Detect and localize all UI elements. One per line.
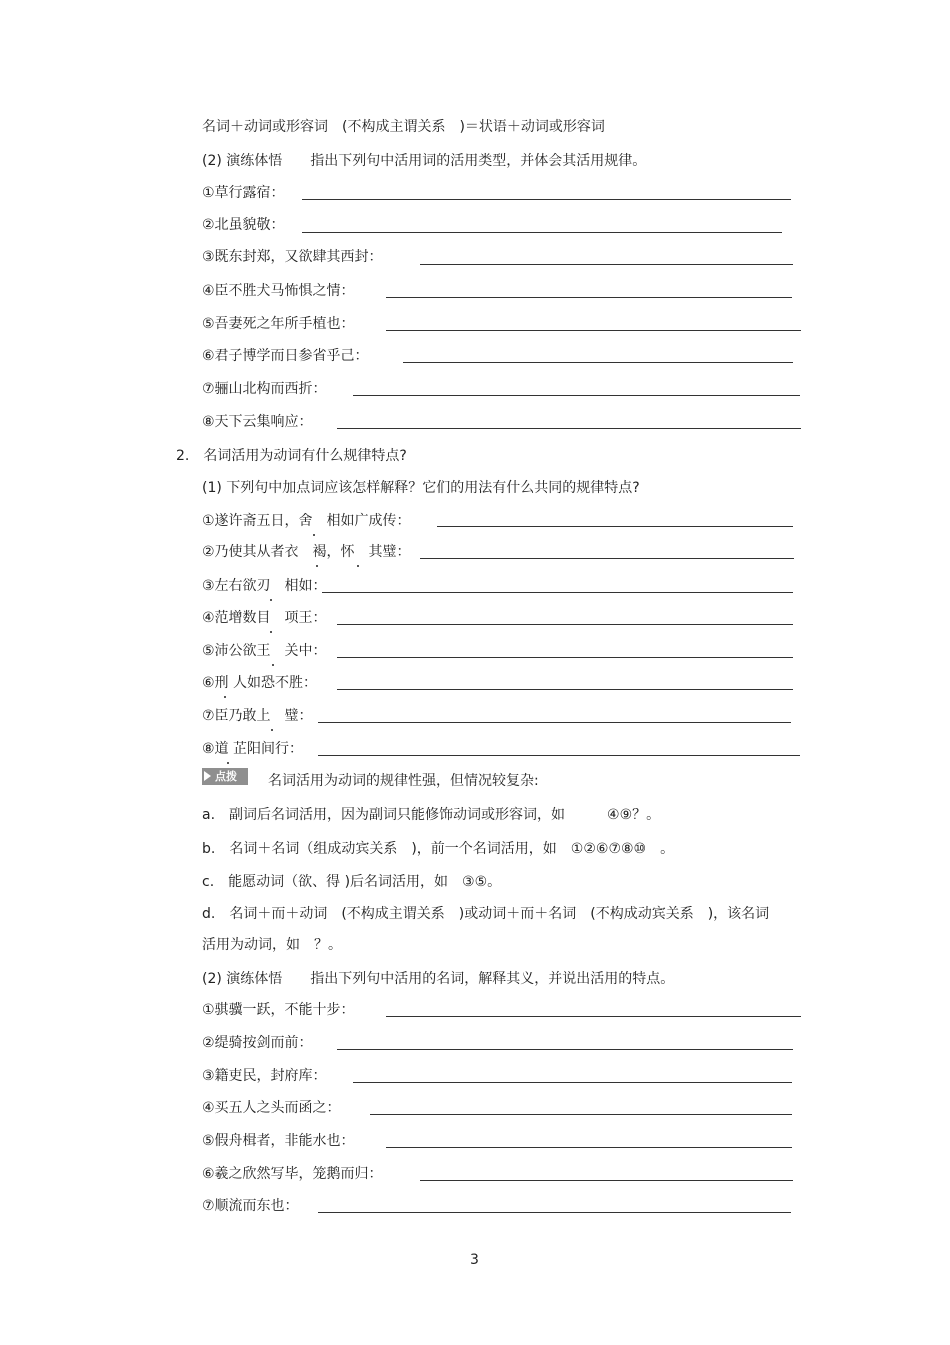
answer-blank[interactable] bbox=[318, 1212, 791, 1213]
emphasis-dot bbox=[313, 534, 315, 536]
answer-blank[interactable] bbox=[302, 199, 791, 200]
emphasis-dot bbox=[227, 762, 229, 764]
answer-blank[interactable] bbox=[420, 558, 794, 559]
tip-arrow-icon bbox=[204, 771, 211, 781]
q2-item: ②乃使其从者衣 褐，怀 其璧： bbox=[202, 544, 411, 560]
tip-rule-a: a. 副词后名词活用，因为副词只能修饰动词或形容词，如 ④⑨？。 bbox=[202, 807, 661, 823]
q2-item: ④范增数目 项王： bbox=[202, 610, 327, 626]
emphasis-dot bbox=[272, 664, 274, 666]
answer-blank[interactable] bbox=[302, 232, 782, 233]
answer-blank[interactable] bbox=[337, 428, 801, 429]
answer-blank[interactable] bbox=[337, 1049, 793, 1050]
answer-blank[interactable] bbox=[318, 722, 791, 723]
practice2-item: ⑥羲之欣然写毕，笼鹅而归： bbox=[202, 1166, 383, 1182]
tip-rule-d: d. 名词＋而＋动词 (不构成主谓关系 )或动词＋而＋名词 (不构成动宾关系 )，该名词 bbox=[202, 906, 770, 922]
practice1-heading: (2) 演练体悟 指出下列句中活用词的活用类型，并体会其活用规律。 bbox=[202, 153, 647, 169]
answer-blank[interactable] bbox=[337, 624, 793, 625]
practice2-item: ③籍吏民，封府库： bbox=[202, 1068, 327, 1084]
answer-blank[interactable] bbox=[386, 330, 801, 331]
practice2-item: ②缇骑按剑而前： bbox=[202, 1035, 313, 1051]
answer-blank[interactable] bbox=[370, 1114, 792, 1115]
q2-item: ③左右欲刃 相如： bbox=[202, 578, 327, 594]
q2-item: ⑤沛公欲王 关中： bbox=[202, 643, 327, 659]
question-2-title: 2. 名词活用为动词有什么规律特点? bbox=[176, 448, 407, 464]
emphasis-dot bbox=[224, 696, 226, 698]
tip-intro: 名词活用为动词的规律性强，但情况较复杂: bbox=[268, 773, 539, 789]
practice1-item: ②北虽貌敬： bbox=[202, 217, 285, 233]
practice2-item: ⑤假舟楫者，非能水也： bbox=[202, 1133, 355, 1149]
tip-rule-b: b. 名词＋名词（组成动宾关系 )，前一个名词活用，如 ①②⑥⑦⑧⑩ 。 bbox=[202, 841, 675, 857]
answer-blank[interactable] bbox=[420, 264, 793, 265]
practice1-item: ⑥君子博学而日参省乎己： bbox=[202, 348, 369, 364]
answer-blank[interactable] bbox=[386, 1016, 801, 1017]
practice1-item: ④臣不胜犬马怖惧之情： bbox=[202, 283, 355, 299]
tip-badge bbox=[202, 768, 248, 785]
answer-blank[interactable] bbox=[437, 526, 793, 527]
answer-blank[interactable] bbox=[386, 1147, 792, 1148]
practice2-item: ⑦顺流而东也： bbox=[202, 1198, 299, 1214]
page-number: 3 bbox=[470, 1252, 479, 1268]
practice2-item: ①骐骥一跃，不能十步： bbox=[202, 1002, 355, 1018]
answer-blank[interactable] bbox=[322, 592, 793, 593]
q2-item: ⑧道 芷阳间行： bbox=[202, 741, 304, 757]
q2-item: ⑥刑 人如恐不胜： bbox=[202, 675, 318, 691]
q2-sub-heading: (1) 下列句中加点词应该怎样解释？它们的用法有什么共同的规律特点? bbox=[202, 480, 640, 496]
answer-blank[interactable] bbox=[353, 1082, 792, 1083]
practice1-item: ⑧天下云集响应： bbox=[202, 414, 313, 430]
answer-blank[interactable] bbox=[337, 689, 793, 690]
practice1-item: ③既东封郑，又欲肆其西封： bbox=[202, 249, 383, 265]
rule-text: 名词＋动词或形容词 (不构成主谓关系 )＝状语＋动词或形容词 bbox=[202, 119, 605, 135]
answer-blank[interactable] bbox=[337, 657, 793, 658]
practice1-item: ⑤吾妻死之年所手植也： bbox=[202, 316, 355, 332]
emphasis-dot bbox=[270, 631, 272, 633]
q2-item: ⑦臣乃敢上 璧： bbox=[202, 708, 313, 724]
tip-rule-d-cont: 活用为动词，如 ？。 bbox=[202, 937, 342, 953]
answer-blank[interactable] bbox=[403, 362, 793, 363]
emphasis-dot bbox=[270, 599, 272, 601]
practice1-item: ⑦骊山北构而西折： bbox=[202, 381, 327, 397]
emphasis-dot bbox=[316, 565, 318, 567]
emphasis-dot bbox=[357, 565, 359, 567]
tip-badge-label: 点拨 bbox=[215, 770, 237, 783]
answer-blank[interactable] bbox=[318, 755, 800, 756]
emphasis-dot bbox=[271, 729, 273, 731]
tip-rule-c: c. 能愿动词（欲、得 )后名词活用，如 ③⑤。 bbox=[202, 874, 502, 890]
practice2-item: ④买五人之头而函之： bbox=[202, 1100, 341, 1116]
answer-blank[interactable] bbox=[386, 297, 792, 298]
answer-blank[interactable] bbox=[353, 395, 800, 396]
q2-item: ①遂许斋五日，舍 相如广成传： bbox=[202, 513, 411, 529]
answer-blank[interactable] bbox=[420, 1180, 793, 1181]
practice2-heading: (2) 演练体悟 指出下列句中活用的名词，解释其义，并说出活用的特点。 bbox=[202, 971, 675, 987]
practice1-item: ①草行露宿： bbox=[202, 185, 285, 201]
